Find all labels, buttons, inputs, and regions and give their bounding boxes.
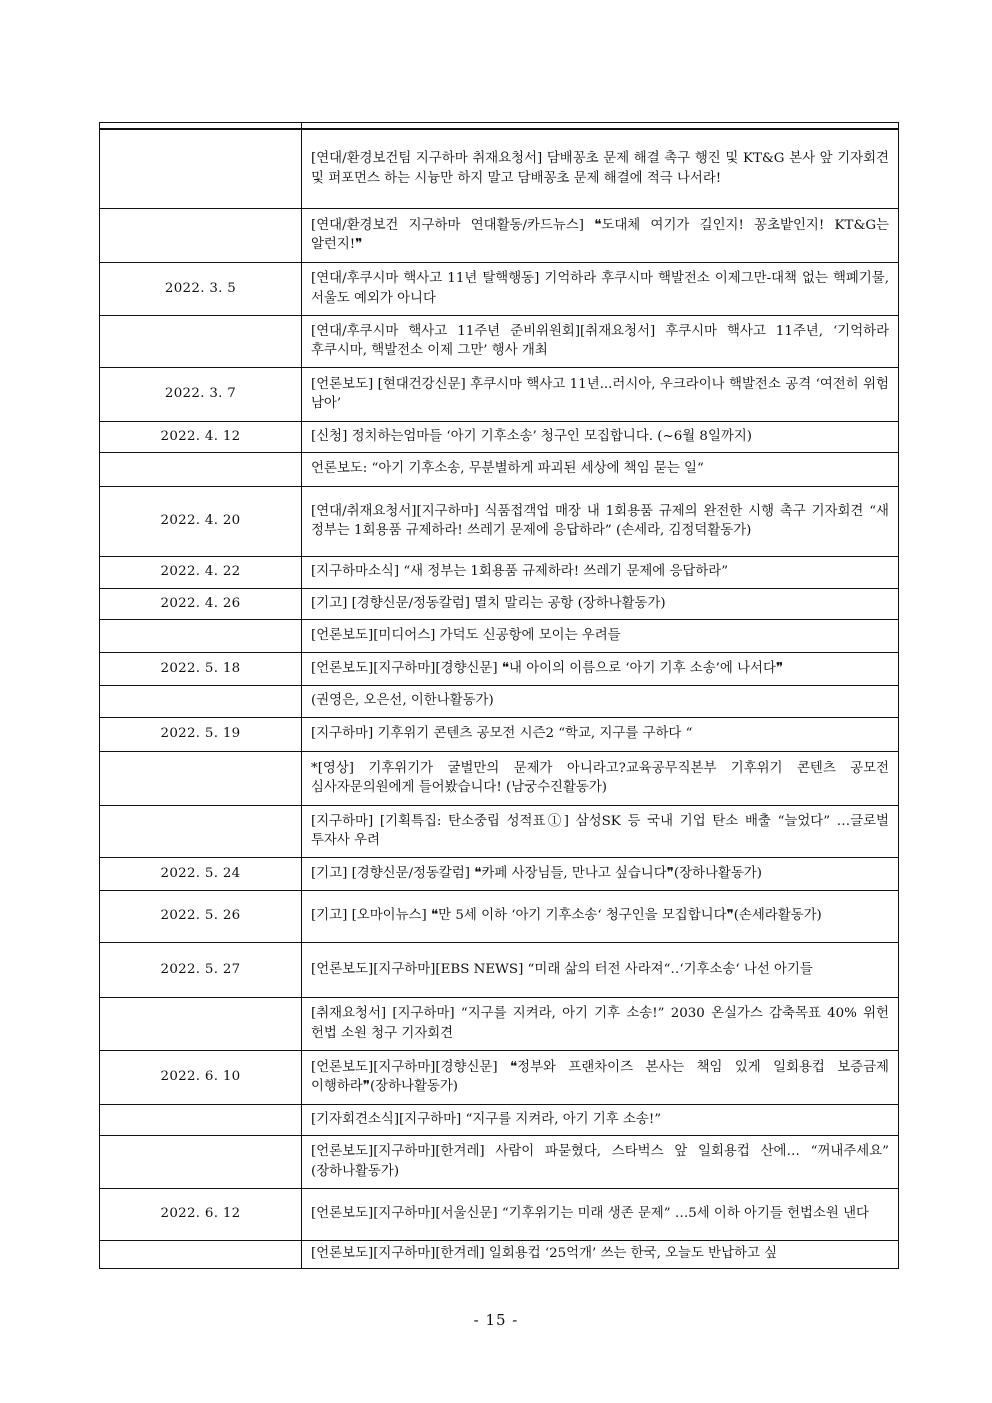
row-content: (권영은, 오은선, 이한나활동가) (302, 685, 899, 717)
row-content: [언론보도][지구하마][서울신문] “기후위기는 미래 생존 문제” …5세 이하 아기들 헌법소원 낸다 (302, 1188, 899, 1240)
table-row (100, 556, 899, 588)
row-content: [언론보도][미디어스] 가덕도 신공항에 모이는 우려들 (302, 619, 899, 652)
activity-log-table (99, 122, 899, 1269)
table-row (100, 857, 899, 890)
table-row (100, 717, 899, 751)
table-row (100, 1240, 899, 1268)
row-content: [언론보도][지구하마][경향신문] ❝정부와 프랜차이즈 본사는 책임 있게 일회용컵 보증금제 이행하라❞(장하나활동가) (302, 1050, 899, 1104)
row-date: 2022. 4. 22 (100, 556, 302, 588)
row-content: [기고] [경향신문/정동칼럼] ❝카페 사장님들, 만나고 싶습니다❞(장하나활동가) (302, 857, 899, 890)
row-date: 2022. 4. 20 (100, 486, 302, 556)
row-date (100, 751, 302, 805)
table-row (100, 452, 899, 486)
row-date: 2022. 4. 12 (100, 421, 302, 452)
row-content: [취재요청서] [지구하마] “지구를 지켜라, 아기 기후 소송!” 2030 온실가스 감축목표 40% 위헌 헌법 소원 청구 기자회견 (302, 997, 899, 1050)
row-date (100, 452, 302, 486)
table-row (100, 486, 899, 556)
table-row (100, 421, 899, 452)
table-row (100, 1188, 899, 1240)
row-date (100, 315, 302, 367)
row-content: [언론보도][지구하마][한겨레] 사람이 파묻혔다, 스타벅스 앞 일회용컵 산에… “꺼내주세요” (장하나활동가) (302, 1135, 899, 1188)
row-date (100, 805, 302, 857)
row-date: 2022. 6. 10 (100, 1050, 302, 1104)
row-content: [지구하마] 기후위기 콘텐츠 공모전 시즌2 “학교, 지구를 구하다 “ (302, 717, 899, 751)
row-date: 2022. 4. 26 (100, 588, 302, 619)
row-content: [연대/환경보건팀 지구하마 취재요청서] 담배꽁초 문제 해결 촉구 행진 및 KT&G 본사 앞 기자회견 및 퍼포먼스 하는 시늉만 하지 말고 담배꽁초 문제 해결에 적극 나서라! (302, 129, 899, 208)
row-date: 2022. 5. 26 (100, 890, 302, 942)
table-row (100, 652, 899, 685)
row-date (100, 129, 302, 208)
row-content: [지구하마] [기획특집: 탄소중립 성적표①] 삼성SK 등 국내 기업 탄소 배출 “늘었다” …글로벌 투자사 우려 (302, 805, 899, 857)
row-content: 언론보도: “아기 기후소송, 무분별하게 파괴된 세상에 책임 묻는 일“ (302, 452, 899, 486)
row-date: 2022. 5. 19 (100, 717, 302, 751)
table-row (100, 619, 899, 652)
row-content: [지구하마소식] “새 정부는 1회용품 규제하라! 쓰레기 문제에 응답하라” (302, 556, 899, 588)
table-row (100, 262, 899, 315)
table-row (100, 208, 899, 262)
row-content: [언론보도][지구하마][경향신문] ❝내 아이의 이름으로 ‘아기 기후 소송’에 나서다❞ (302, 652, 899, 685)
row-date (100, 997, 302, 1050)
row-content: [언론보도][지구하마][한겨레] 일회용컵 ‘25억개’ 쓰는 한국, 오늘도 반납하고 싶 (302, 1240, 899, 1268)
table-row (100, 315, 899, 367)
row-content: *[영상] 기후위기가 굴벌만의 문제가 아니라고?교육공무직본부 기후위기 콘텐츠 공모전 심사자문의원에게 들어봤습니다! (남궁수진활동가) (302, 751, 899, 805)
row-content: [연대/후쿠시마 핵사고 11주년 준비위원회][취재요청서] 후쿠시마 핵사고 11주년, ‘기억하라 후쿠시마, 핵발전소 이제 그만’ 행사 개최 (302, 315, 899, 367)
row-content: [기고] [경향신문/정동칼럼] 멸치 말리는 공항 (장하나활동가) (302, 588, 899, 619)
row-date (100, 208, 302, 262)
row-date (100, 1135, 302, 1188)
row-date: 2022. 5. 24 (100, 857, 302, 890)
row-date (100, 685, 302, 717)
row-content: [기자회견소식][지구하마] “지구를 지켜라, 아기 기후 소송!” (302, 1104, 899, 1135)
row-date (100, 619, 302, 652)
table-row (100, 1050, 899, 1104)
row-date: 2022. 5. 18 (100, 652, 302, 685)
table-row (100, 1104, 899, 1135)
row-date: 2022. 5. 27 (100, 942, 302, 997)
row-date (100, 1104, 302, 1135)
row-content: [연대/환경보건 지구하마 연대활동/카드뉴스] ❝도대체 여기가 길인지! 꽁초밭인지! KT&G는 알런지!❞ (302, 208, 899, 262)
page-number: - 15 - (473, 1311, 519, 1329)
row-content: [언론보도] [현대건강신문] 후쿠시마 핵사고 11년...러시아, 우크라이나 핵발전소 공격 ‘여전히 위험 남아’ (302, 367, 899, 421)
table-row (100, 942, 899, 997)
table-row (100, 805, 899, 857)
table-row (100, 367, 899, 421)
table-row (100, 751, 899, 805)
table-row (100, 890, 899, 942)
row-date: 2022. 6. 12 (100, 1188, 302, 1240)
table-row (100, 588, 899, 619)
row-content: [기고] [오마이뉴스] ❝만 5세 이하 ‘아기 기후소송‘ 청구인을 모집합니다❞(손세라활동가) (302, 890, 899, 942)
row-content: [신청] 정치하는엄마들 ‘아기 기후소송’ 청구인 모집합니다. (~6월 8일까지) (302, 421, 899, 452)
table-row (100, 1135, 899, 1188)
row-content: [연대/후쿠시마 핵사고 11년 탈핵행동] 기억하라 후쿠시마 핵발전소 이제그만-대책 없는 핵폐기물, 서울도 예외가 아니다 (302, 262, 899, 315)
row-date: 2022. 3. 7 (100, 367, 302, 421)
row-content: [언론보도][지구하마][EBS NEWS] “미래 삶의 터전 사라져“‥‘기후소송‘ 나선 아기들 (302, 942, 899, 997)
row-content: [연대/취재요청서][지구하마] 식품접객업 매장 내 1회용품 규제의 완전한 시행 촉구 기자회견 “새 정부는 1회용품 규제하라! 쓰레기 문제에 응답하라” (손세라, 김정덕활동가) (302, 486, 899, 556)
table-row (100, 685, 899, 717)
row-date: 2022. 3. 5 (100, 262, 302, 315)
table-row (100, 997, 899, 1050)
row-date (100, 1240, 302, 1268)
table-row (100, 129, 899, 208)
